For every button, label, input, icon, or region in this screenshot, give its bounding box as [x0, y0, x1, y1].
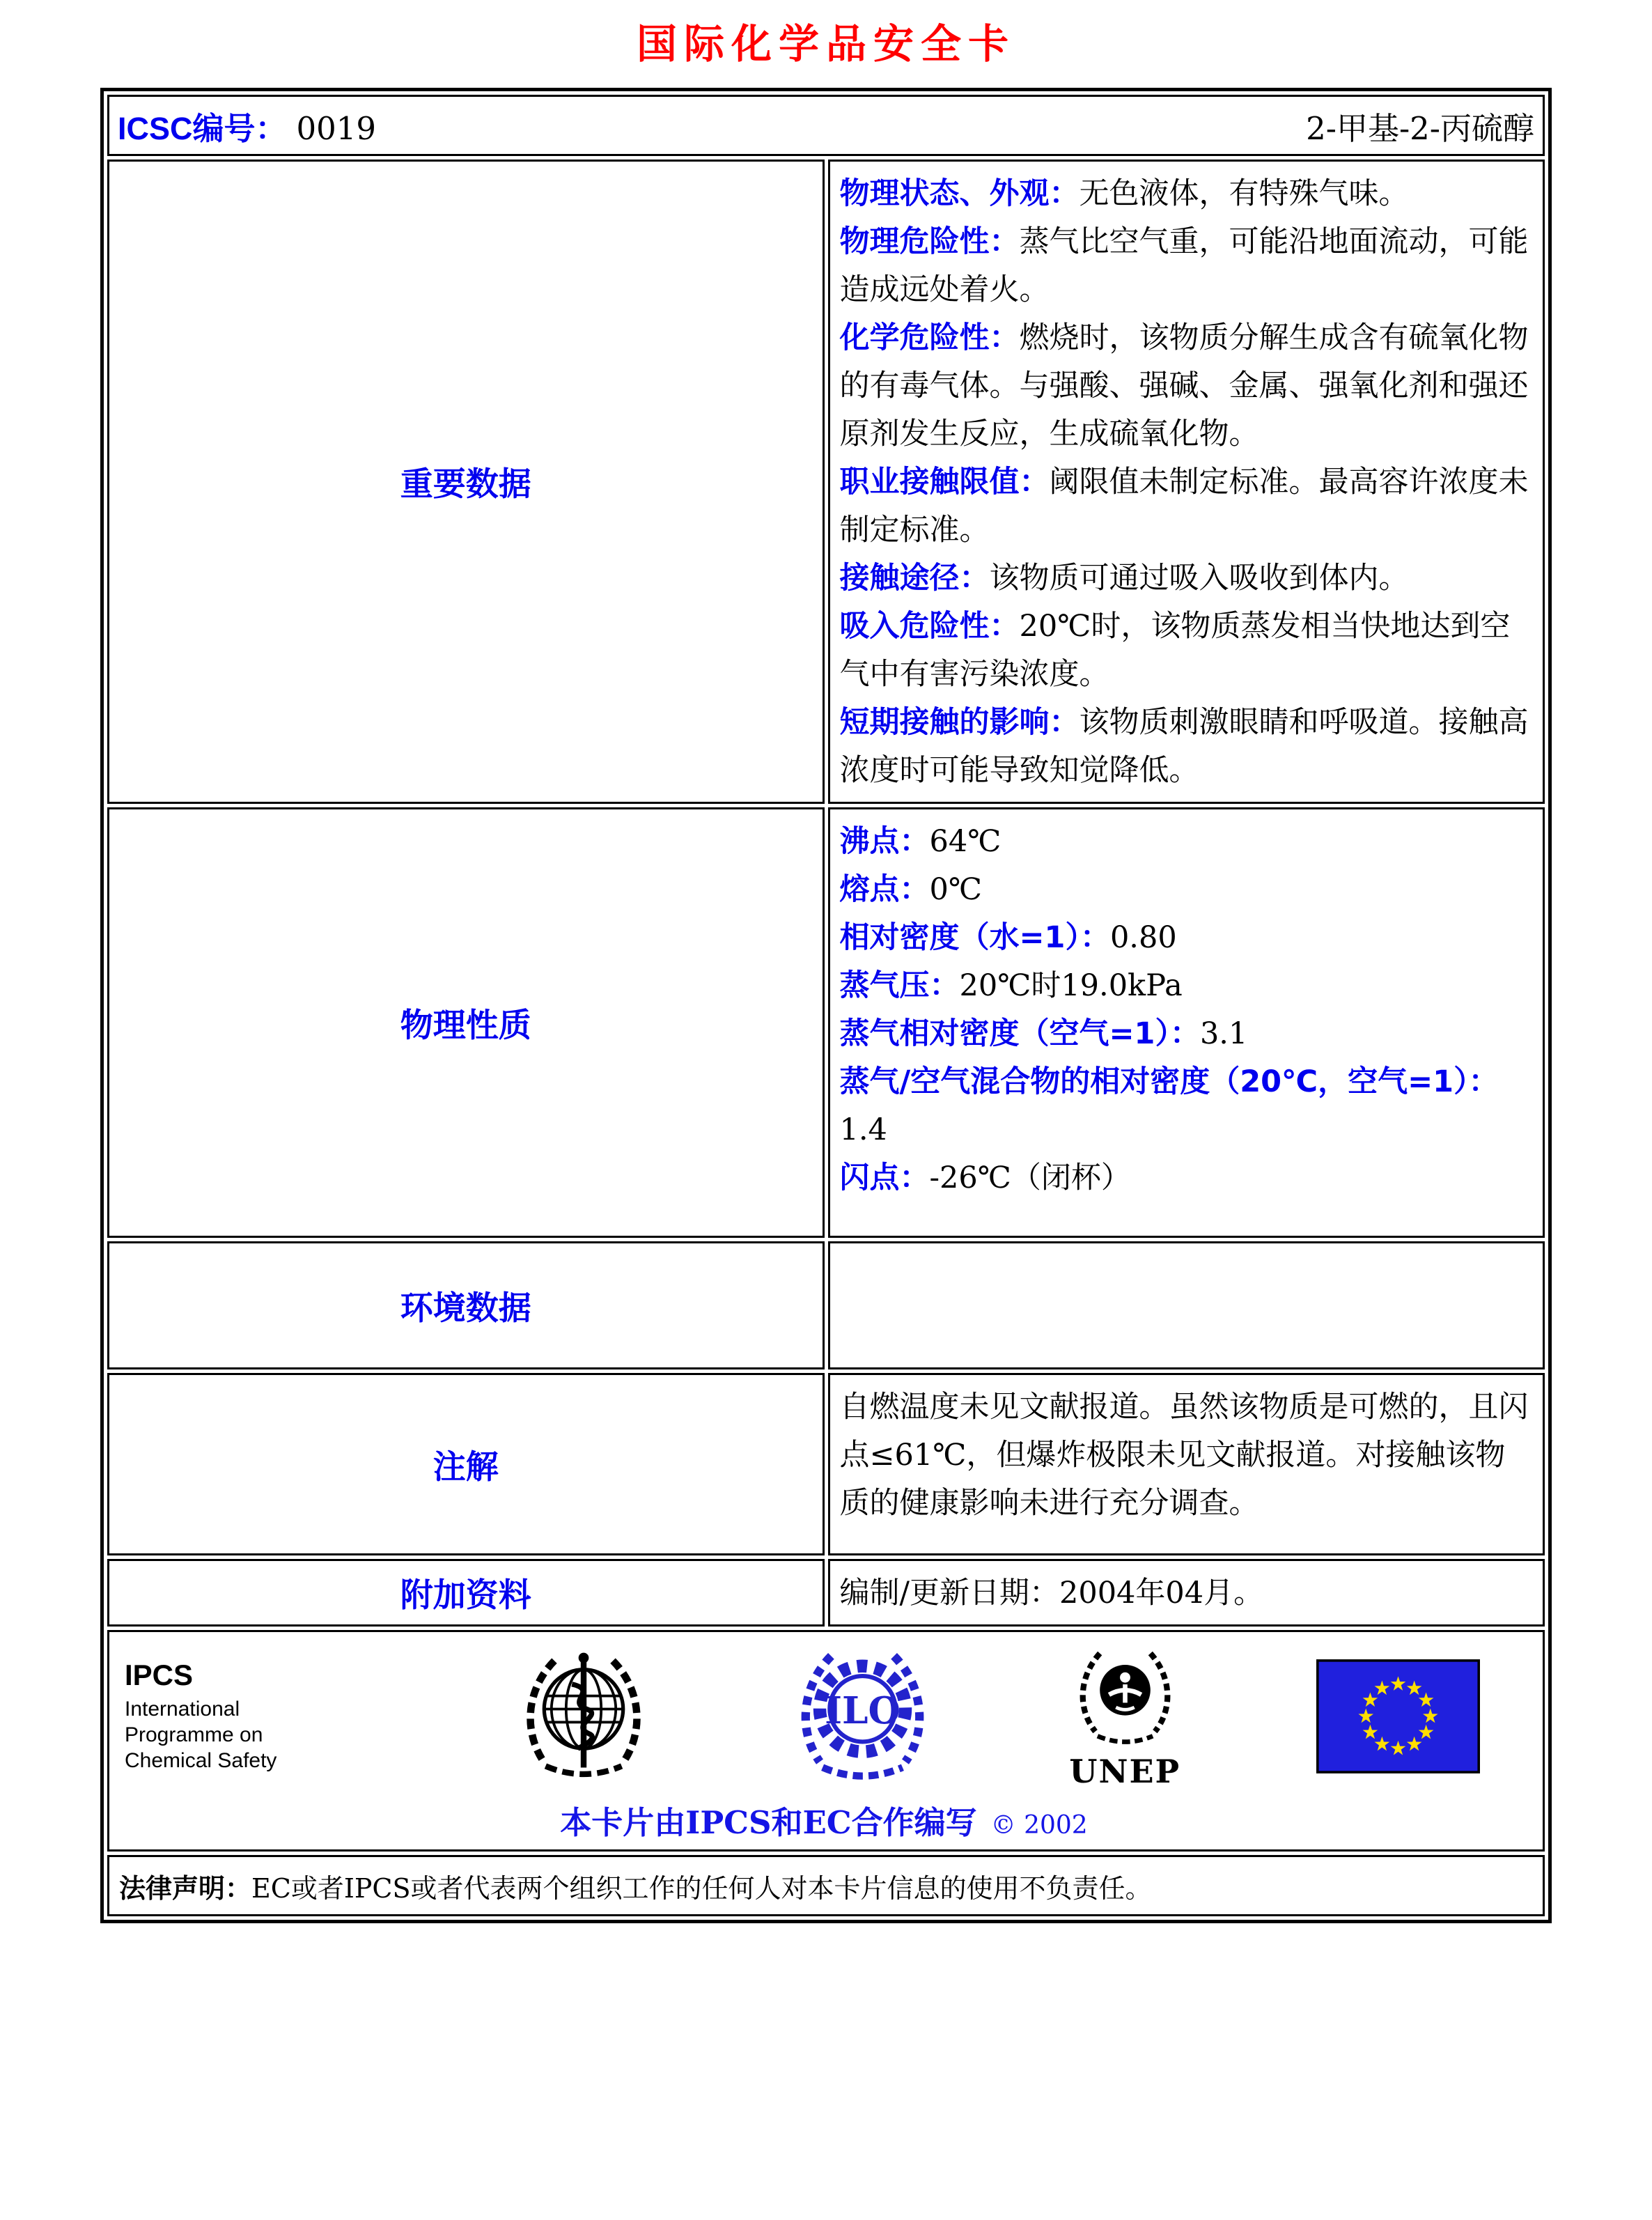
field-physical-state-label: 物理状态、外观： — [839, 176, 1080, 211]
field-physical-hazard-label: 物理危险性： — [839, 224, 1020, 259]
table-row-logos — [107, 1630, 1545, 1852]
field-chemical-hazard — [840, 314, 1532, 458]
field-physical-state — [840, 170, 1532, 218]
field-exposure-limit-label: 职业接触限值： — [839, 465, 1050, 499]
field-short-term-effects-value: 该物质刺激眼睛和呼吸道。接触高浓度时可能导致知觉降低。 — [839, 705, 1529, 788]
field-short-term-effects-label: 短期接触的影响： — [839, 705, 1080, 740]
table-row-important-data — [107, 160, 1545, 804]
eu-flag-icon — [1316, 1659, 1480, 1773]
field-boiling-point — [840, 818, 1532, 866]
logos-cell — [107, 1630, 1545, 1852]
legal-notice-label: 法律声明： — [119, 1872, 252, 1904]
cooperation-line — [119, 1797, 1529, 1842]
section-content-important-data — [828, 160, 1545, 804]
icsc-table — [100, 88, 1552, 1923]
table-row-header — [107, 95, 1545, 156]
field-boiling-point-value: 64℃ — [929, 824, 1002, 859]
field-vapor-air-density-label: 蒸气/空气混合物的相对密度（20℃，空气=1）： — [839, 1064, 1499, 1099]
page-title: 国际化学品安全卡 — [636, 20, 1015, 68]
field-melting-point-value: 0℃ — [929, 872, 982, 907]
update-date — [840, 1569, 1532, 1617]
notes-text — [840, 1383, 1532, 1528]
section-label-notes: 注解 — [107, 1373, 825, 1555]
field-vapor-pressure-label: 蒸气压： — [839, 968, 960, 1003]
field-inhalation-risk — [840, 603, 1532, 699]
cooperation-text: 本卡片由IPCS和EC合作编写 — [560, 1804, 977, 1841]
header-cell — [107, 95, 1545, 156]
field-chemical-hazard-label: 化学危险性： — [839, 320, 1020, 355]
field-physical-hazard-value: 蒸气比空气重，可能沿地面流动，可能造成远处着火。 — [839, 224, 1529, 307]
field-chemical-hazard-value: 燃烧时，该物质分解生成含有硫氧化物的有毒气体。与强酸、强碱、金属、强氧化剂和强还原剂发生反应，生成硫氧化物。 — [839, 320, 1529, 451]
chemical-name: 2-甲基-2-丙硫醇 — [1306, 109, 1534, 147]
field-melting-point-label: 熔点： — [839, 872, 930, 907]
field-exposure-route — [840, 554, 1532, 603]
section-label-important-data: 重要数据 — [107, 160, 825, 804]
field-boiling-point-label: 沸点： — [839, 824, 930, 859]
field-vapor-density-value: 3.1 — [1199, 1016, 1248, 1051]
field-flash-point-value: -26℃（闭杯） — [929, 1161, 1131, 1195]
field-exposure-limit-value: 阈限值未制定标准。最高容许浓度未制定标准。 — [839, 465, 1529, 548]
section-label-additional-info: 附加资料 — [107, 1559, 825, 1627]
field-vapor-density — [840, 1010, 1532, 1058]
legal-notice-text: EC或者IPCS或者代表两个组织工作的任何人对本卡片信息的使用不负责任。 — [251, 1872, 1152, 1904]
icsc-number-group — [118, 103, 376, 148]
field-relative-density-value: 0.80 — [1109, 920, 1177, 955]
ipcs-block — [119, 1659, 377, 1773]
update-date-value: 编制/更新日期：2004年04月。 — [839, 1576, 1264, 1610]
field-physical-state-value: 无色液体，有特殊气味。 — [1079, 176, 1409, 211]
ipcs-subtitle-line3: Chemical Safety — [125, 1749, 277, 1772]
field-flash-point-label: 闪点： — [839, 1161, 930, 1195]
field-vapor-density-label: 蒸气相对密度（空气=1）： — [839, 1016, 1200, 1051]
field-inhalation-risk-value: 20℃时，该物质蒸发相当快地达到空气中有害污染浓度。 — [839, 609, 1511, 692]
table-row-environmental-data — [107, 1241, 1545, 1369]
notes-text-value: 自燃温度未见文献报道。虽然该物质是可燃的，且闪点≤61℃，但爆炸极限未见文献报道。对接触该物质的健康影响未进行充分调查。 — [839, 1390, 1529, 1521]
field-vapor-pressure-value: 20℃时19.0kPa — [959, 968, 1183, 1003]
field-vapor-air-density-value: 1.4 — [839, 1112, 887, 1147]
ipcs-subtitle-line2: Programme on — [125, 1723, 263, 1746]
ilo-letters: ILO — [824, 1688, 901, 1732]
unep-logo-icon — [1068, 1642, 1183, 1790]
who-logo-icon — [511, 1643, 657, 1790]
legal-cell — [107, 1855, 1545, 1916]
field-short-term-effects — [840, 699, 1532, 795]
field-physical-hazard — [840, 218, 1532, 314]
header-row — [118, 103, 1534, 148]
field-exposure-limit — [840, 458, 1532, 554]
field-vapor-pressure — [840, 962, 1532, 1010]
unep-label: UNEP — [1069, 1753, 1181, 1790]
copyright-text: © 2002 — [990, 1811, 1088, 1840]
field-exposure-route-value: 该物质可通过吸入吸收到体内。 — [989, 561, 1409, 596]
section-label-environmental-data: 环境数据 — [107, 1241, 825, 1369]
field-vapor-air-density — [840, 1058, 1532, 1154]
table-row-legal — [107, 1855, 1545, 1916]
section-label-physical-properties: 物理性质 — [107, 807, 825, 1238]
field-flash-point — [840, 1154, 1532, 1202]
section-content-notes — [828, 1373, 1545, 1555]
icsc-number-value: 0019 — [296, 109, 377, 147]
field-melting-point — [840, 866, 1532, 914]
field-relative-density-label: 相对密度（水=1）： — [839, 920, 1110, 955]
section-content-physical-properties — [828, 807, 1545, 1238]
field-inhalation-risk-label: 吸入危险性： — [839, 609, 1020, 644]
ipcs-title: IPCS — [125, 1659, 194, 1691]
ipcs-subtitle-line1: International — [125, 1698, 240, 1721]
table-row-notes — [107, 1373, 1545, 1555]
logos-row — [119, 1642, 1529, 1790]
section-content-environmental-data — [828, 1241, 1545, 1369]
table-row-physical-properties — [107, 807, 1545, 1238]
section-content-additional-info — [828, 1559, 1545, 1627]
field-exposure-route-label: 接触途径： — [839, 561, 990, 596]
ilo-logo-icon — [791, 1645, 934, 1787]
icsc-number-label: ICSC编号： — [118, 110, 287, 146]
field-relative-density — [840, 914, 1532, 962]
table-row-additional-info — [107, 1559, 1545, 1627]
